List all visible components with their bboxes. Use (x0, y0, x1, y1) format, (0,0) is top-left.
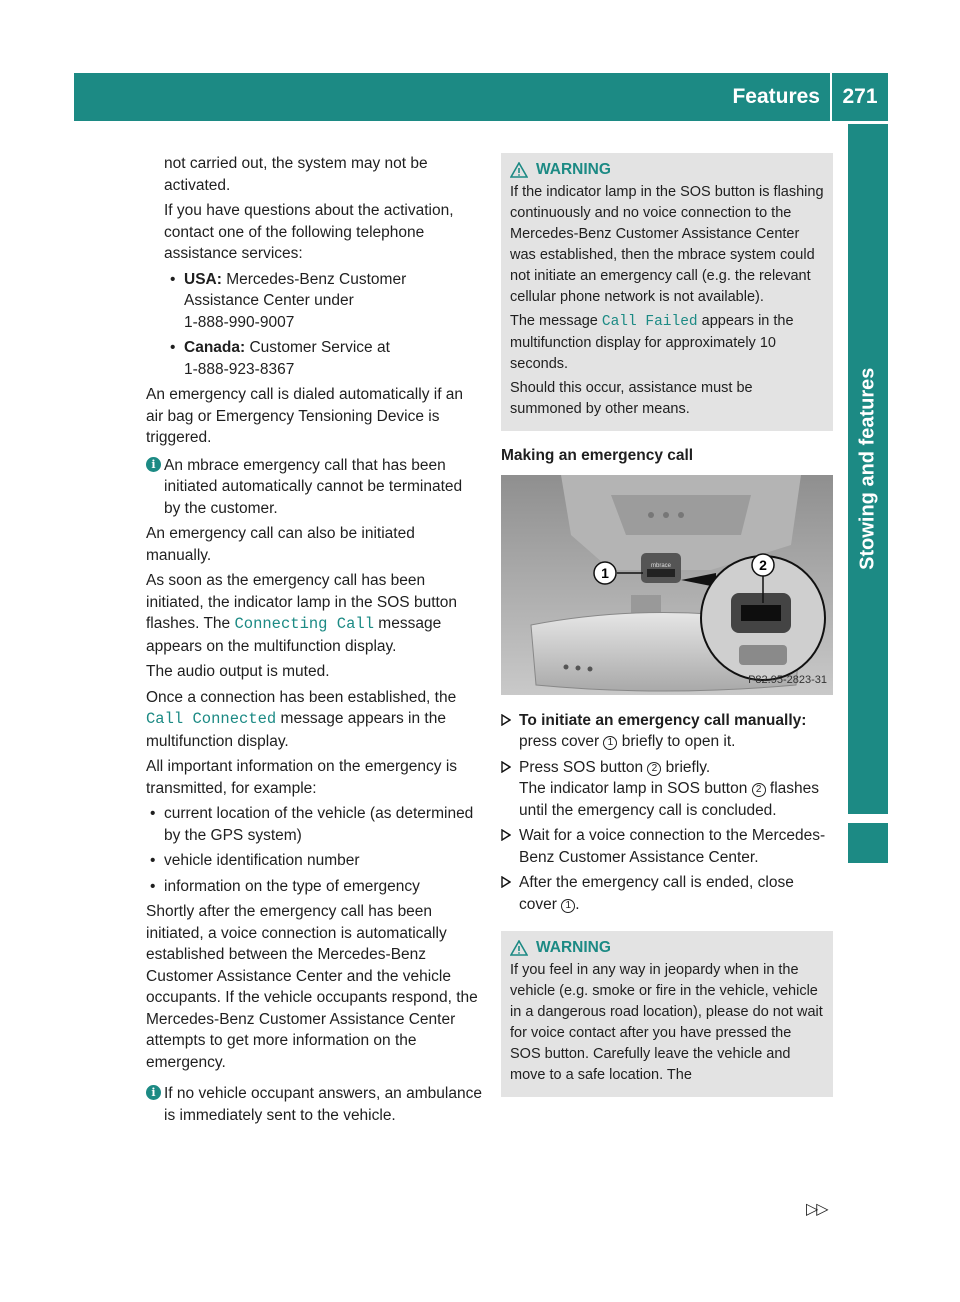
headliner-illustration (501, 475, 833, 695)
figure-label-1: 1 (601, 564, 609, 581)
warning-text: Should this occur, assistance must be summoned by other means. (510, 380, 753, 417)
list-item: • current location of the vehicle (as determined by the GPS system) (150, 805, 474, 844)
warning-title: WARNING (536, 939, 611, 956)
right-column (501, 153, 833, 1097)
info-icon: i (146, 1085, 161, 1100)
paragraph: Once a connection has been established, the Call Connected message appears in the multifunction display. (146, 688, 457, 750)
mbrace-tag: mbrace (650, 562, 672, 569)
side-tab-marker (848, 823, 888, 863)
page-number: 271 (842, 85, 878, 109)
warning-text: If the indicator lamp in the SOS button is flashing continuously and no voice connection to the Mercedes-Benz Customer Assistance Center was established, then the mbrace system could not initiate an emergency call (e.g. the relevant cellular phone network is not available). (510, 184, 824, 305)
warning-title: WARNING (536, 161, 611, 178)
instruction-step: After the emergency call is ended, close cover 1 . (501, 872, 833, 915)
info-icon: i (146, 457, 161, 472)
warning-text: The message Call Failed appears in the multifunction display for approximately 10 seconds. (510, 313, 794, 372)
chapter-title: Features (732, 85, 820, 109)
warning-box (501, 153, 833, 431)
paragraph: The audio output is muted. (146, 663, 330, 680)
paragraph: As soon as the emergency call has been initiated, the indicator lamp in the SOS button flashes. The Connecting Call message appears on the multifunction display. (146, 572, 458, 655)
left-column (146, 153, 482, 1130)
callout-number: 1 (603, 736, 617, 750)
list-item: • vehicle identification number (150, 852, 360, 869)
callout-number: 1 (561, 899, 575, 913)
figure-label-2: 2 (759, 556, 767, 573)
info-note: i An mbrace emergency call that has been initiated automatically cannot be terminated by the customer. (146, 455, 482, 520)
paragraph: An emergency call can also be initiated manually. (146, 525, 415, 564)
warning-text: If you feel in any way in jeopardy when in the vehicle (e.g. smoke or fire in the vehicle, vehicle in a dangerous road location), please do not wait for voice contact after you have pressed the SOS button. Carefully leave the vehicle and move to a safe location. The (510, 962, 823, 1083)
callout-number: 2 (647, 762, 661, 776)
header-bar (74, 73, 888, 121)
paragraph: Shortly after the emergency call has been initiated, a voice connection is automatically established between the Mercedes-Benz Customer Assistance Center and the vehicle occupants. If the vehicle occupants respond, the Mercedes-Benz Customer Assistance Center attempts to get more information on the emergency. (146, 903, 478, 1071)
step-arrow-icon (501, 761, 511, 773)
info-note: i If no vehicle occupant answers, an ambulance is immediately sent to the vehicle. (146, 1083, 482, 1126)
list-item: • USA: Mercedes-Benz Customer Assistance Center under 1-888-990-9007 (170, 270, 407, 331)
paragraph: An emergency call is dialed automatically if an air bag or Emergency Tensioning Device is triggered. (146, 386, 464, 446)
step-arrow-icon (501, 876, 511, 888)
warning-triangle-icon (510, 940, 528, 956)
instruction-step: Press SOS button 2 briefly. The indicator lamp in SOS button 2 flashes until the emergency call is concluded. (501, 757, 833, 822)
instruction-step: To initiate an emergency call manually: press cover 1 briefly to open it. (501, 710, 833, 753)
sos-button-figure (501, 475, 833, 695)
list-item: • Canada: Customer Service at 1-888-923-8367 (170, 339, 390, 378)
step-arrow-icon (501, 714, 511, 726)
paragraph: not carried out, the system may not be activated. (164, 155, 428, 194)
paragraph: If you have questions about the activation, contact one of the following telephone assistance services: (164, 202, 454, 262)
step-arrow-icon (501, 829, 511, 841)
warning-box (501, 931, 833, 1097)
warning-triangle-icon (510, 162, 528, 178)
section-title: Making an emergency call (501, 447, 694, 464)
side-tab (848, 124, 888, 814)
side-tab-label: Stowing and features (856, 367, 879, 571)
callout-number: 2 (752, 783, 766, 797)
list-item: • information on the type of emergency (150, 877, 420, 895)
figure-caption: P82.95-2823-31 (748, 674, 827, 686)
paragraph: All important information on the emergency is transmitted, for example: (146, 758, 458, 797)
instruction-step: Wait for a voice connection to the Mercedes-Benz Customer Assistance Center. (501, 825, 833, 868)
continue-arrows-icon: ▷▷ (806, 1201, 827, 1218)
